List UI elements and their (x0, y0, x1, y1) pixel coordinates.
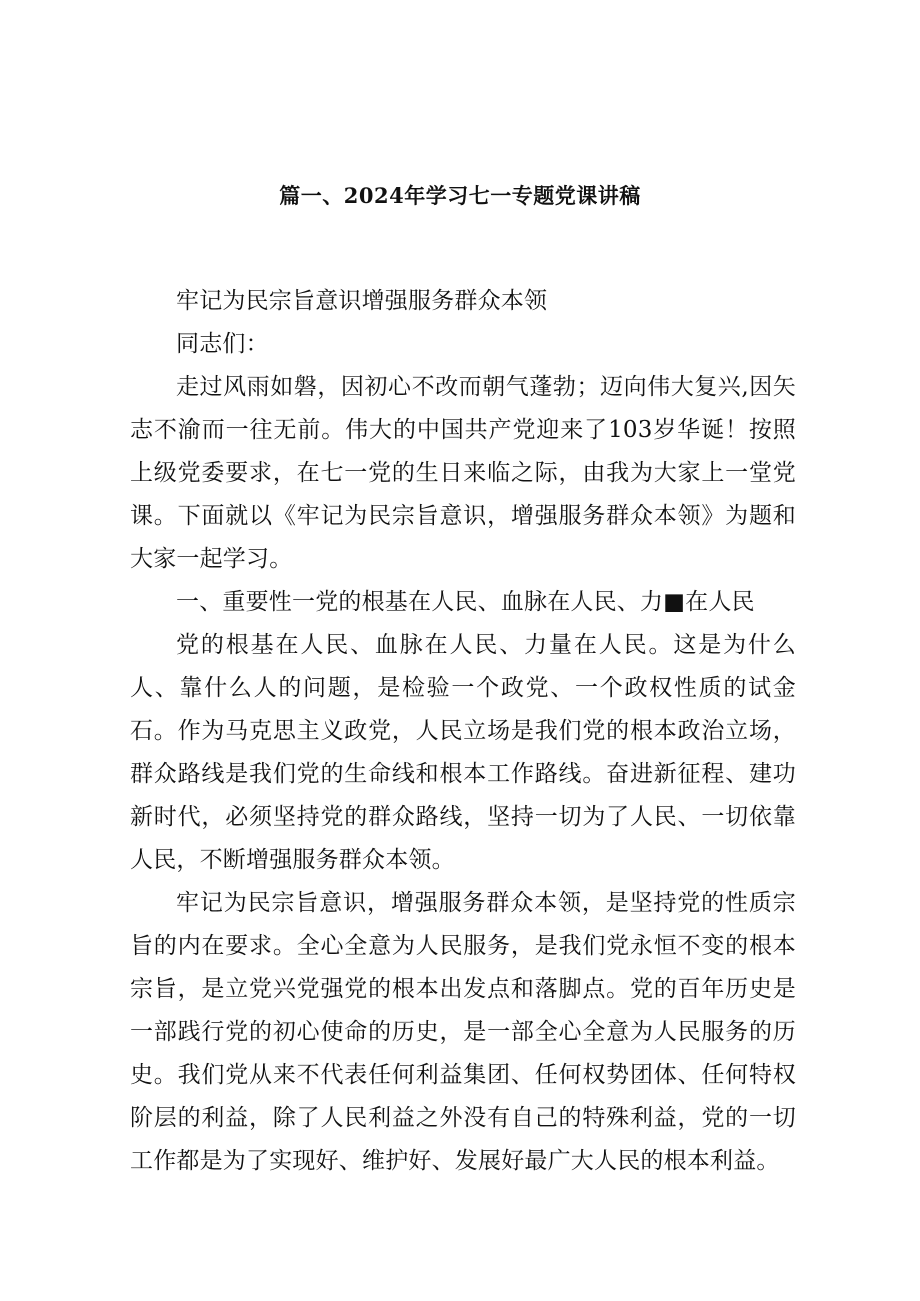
document-subtitle: 牢记为民宗旨意识增强服务群众本领 (176, 288, 548, 314)
paragraph-opening: 走过风雨如磐，因初心不改而朝气蓬勃；迈向伟大复兴,因矢志不渝而一往无前。伟大的中国共产党迎来了103岁华诞！按照上级党委要求，在七一党的生日来临之际，由我为大家上一堂党课。下面就以《牢记为民宗旨意识，增强服务群众本领》为题和大家一起学习。 (130, 374, 796, 572)
paragraph-foundation: 党的根基在人民、血脉在人民、力量在人民。这是为什么人、靠什么人的问题，是检验一个政党、一个政权性质的试金石。作为马克思主义政党，人民立场是我们党的根本政治立场，群众路线是我们党的生命线和根本工作路线。奋进新征程、建功新时代，必须坚持党的群众路线，坚持一切为了人民、一切依靠人民，不断增强服务群众本领。 (130, 632, 796, 873)
section-heading-1: 一、重要性一党的根基在人民、血脉在人民、力■在人民 (176, 589, 755, 615)
document-body (130, 280, 796, 1183)
paragraph-purpose: 牢记为民宗旨意识，增强服务群众本领，是坚持党的性质宗旨的内在要求。全心全意为人民服务，是我们党永恒不变的根本宗旨，是立党兴党强党的根本出发点和落脚点。党的百年历史是一部践行党的初心使命的历史，是一部全心全意为人民服务的历史。我们党从来不代表任何利益集团、任何权势团体、任何特权阶层的利益，除了人民利益之外没有自己的特殊利益，党的一切工作都是为了实现好、维护好、发展好最广大人民的根本利益。 (130, 890, 796, 1174)
document-title: 篇一、2024年学习七一专题党课讲稿 (279, 183, 641, 208)
salutation: 同志们： (176, 331, 269, 357)
